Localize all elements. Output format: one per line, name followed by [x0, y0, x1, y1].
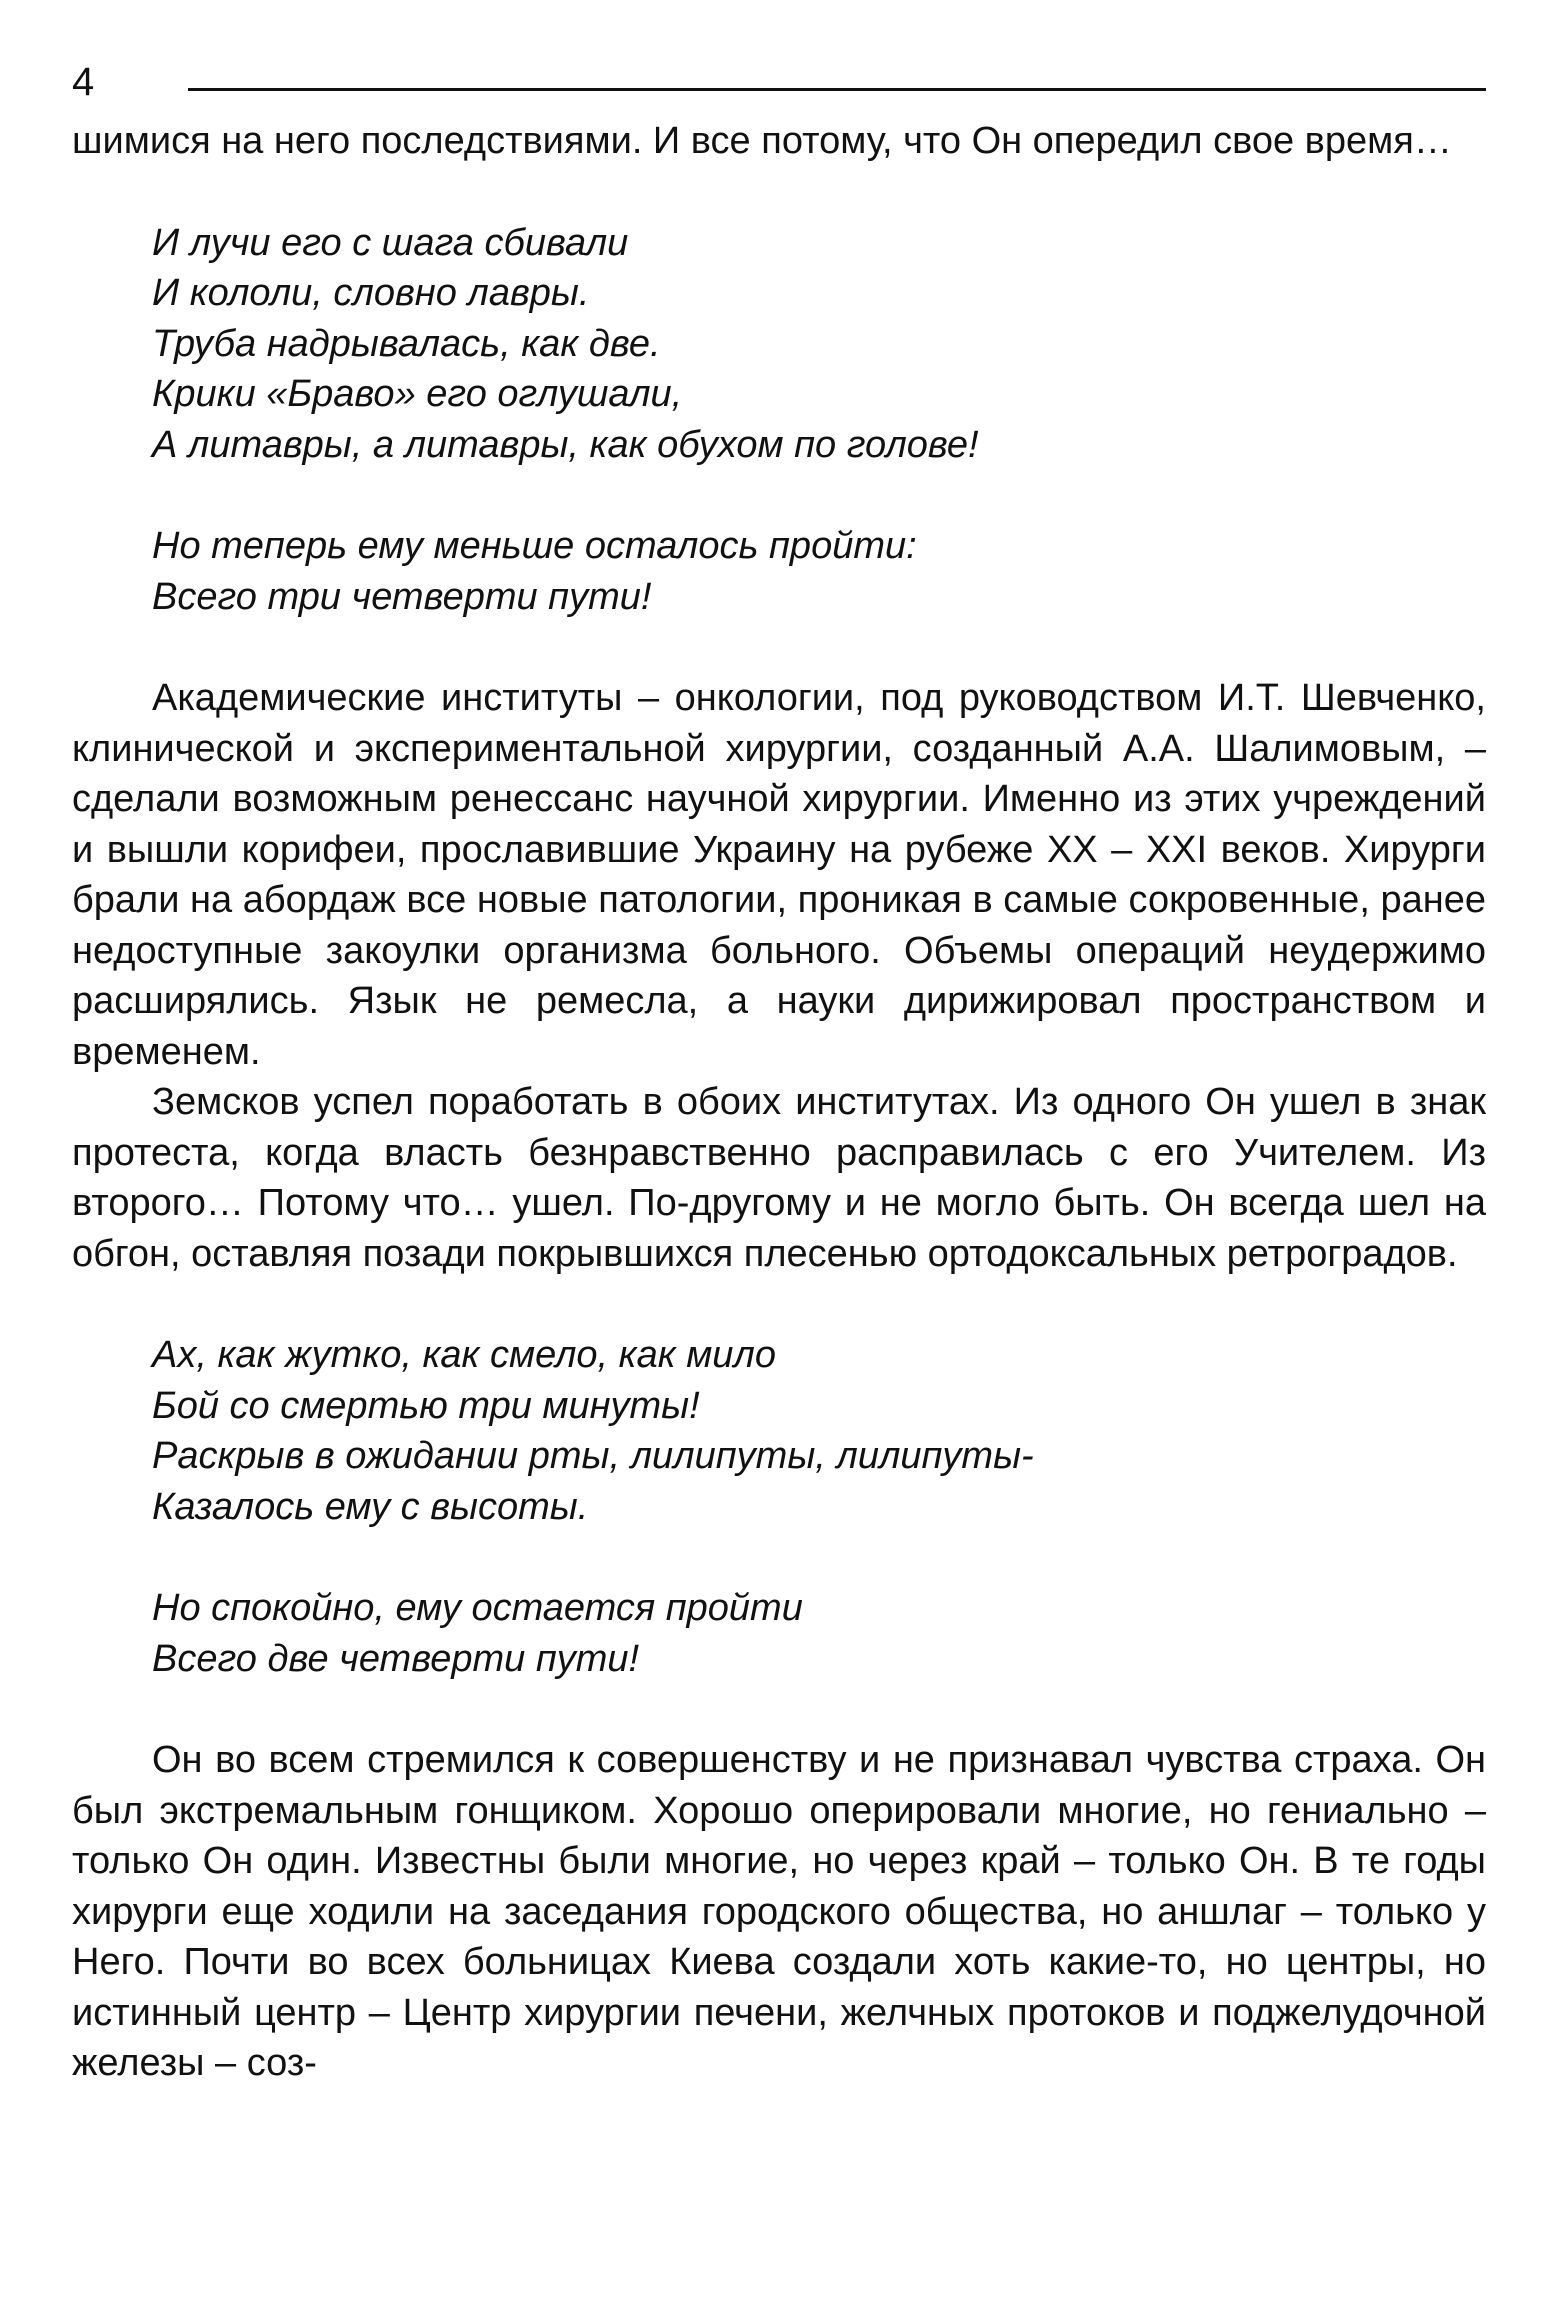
verse-refrain-2: [72, 1583, 1486, 1684]
verse-line: Раскрыв в ожидании рты, лилипуты, лилипуты-: [152, 1435, 1034, 1477]
verse-line: А литавры, а литавры, как обухом по голове!: [152, 423, 979, 466]
verse-line: Всего три четверти пути!: [152, 575, 652, 618]
verse-stanza-2: [72, 1330, 1486, 1532]
verse-stanza-1: [72, 218, 1486, 471]
verse-line: И кололи, словно лавры.: [152, 272, 590, 314]
verse-line: Всего две четверти пути!: [152, 1637, 640, 1680]
verse-refrain-1: [72, 521, 1486, 622]
verse-line: Но спокойно, ему остается пройти: [152, 1587, 803, 1629]
verse-line: Труба надрывалась, как две.: [152, 322, 661, 365]
verse-line: Ах, как жутко, как смело, как мило: [152, 1334, 776, 1376]
page-number: 4: [72, 60, 95, 104]
verse-line: Но теперь ему меньше осталось пройти:: [152, 525, 917, 567]
paragraph-2: Академические институты – онкологии, под руководством И.Т. Шевченко, клинической и экспериментальной хирургии, созданный А.А. Шалимовым, – сделали возможным ренессанс научной хирургии. Именно из этих учреждений и вышли корифеи, прославившие Украину на рубеже XX – XXI веков. Хирурги брали на абордаж все новые патологии, проникая в самые сокровенные, ранее недоступные закоулки организма больного. Объемы операций неудержимо расширялись. Язык не ремесла, а науки дирижировал пространством и временем.: [72, 677, 1486, 1073]
verse-line: Крики «Браво» его оглушали,: [152, 373, 683, 415]
paragraph-4: Он во всем стремился к совершенству и не признавал чувства страха. Он был экстремальным гонщиком. Хорошо оперировали многие, но гениально – только Он один. Известны были многие, но через край – только Он. В те годы хирурги еще ходили на заседания городского общества, но аншлаг – только у Него. Почти во всех больницах Киева создали хоть какие-то, но центры, но истинный центр – Центр хирургии печени, желчных протоков и поджелудочной железы – соз-: [72, 1739, 1486, 2084]
verse-line: Казалось ему с высоты.: [152, 1485, 589, 1528]
verse-line: И лучи его с шага сбивали: [152, 221, 629, 264]
header-rule: [188, 88, 1486, 91]
paragraph-3: Земсков успел поработать в обоих институтах. Из одного Он ушел в знак протеста, когда власть безнравственно расправилась с его Учителем. Из второго… Потому что… ушел. По-другому и не могло быть. Он всегда шел на обгон, оставляя позади покрывшихся плесенью ортодоксальных ретроградов.: [72, 1081, 1486, 1275]
verse-line: Бой со смертью три минуты!: [152, 1384, 700, 1427]
book-page: [72, 60, 1486, 2089]
paragraph-1: шимися на него последствиями. И все потому, что Он опередил свое время…: [72, 120, 1452, 162]
page-header: [72, 60, 1486, 112]
